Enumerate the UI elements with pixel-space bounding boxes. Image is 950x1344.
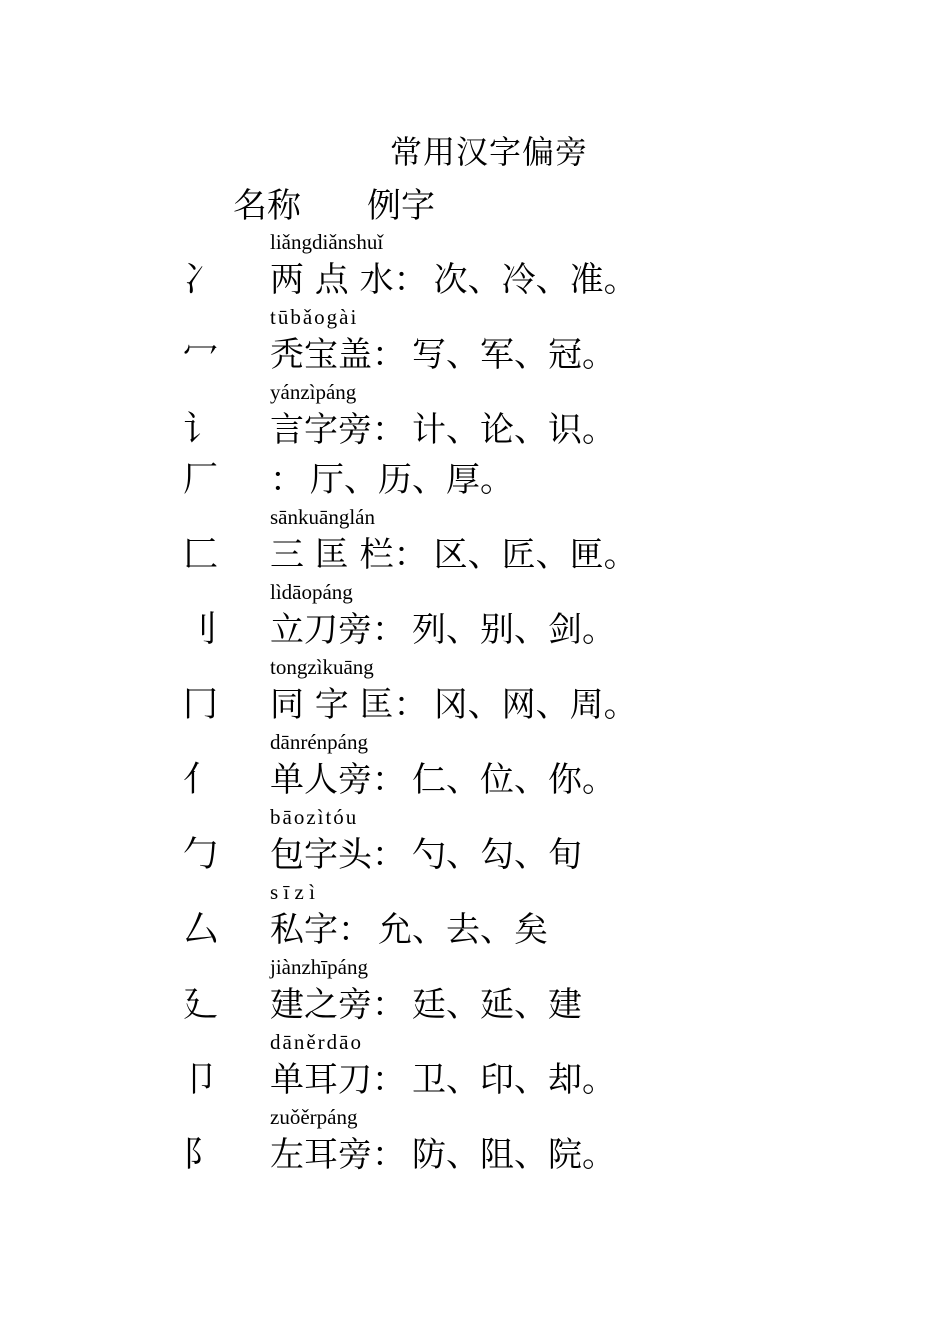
radical-name: 立刀旁: [270, 610, 372, 650]
radical-pinyin: jiànzhīpáng: [270, 955, 368, 979]
colon-separator: ：: [372, 410, 406, 450]
radical-entry: [0, 430, 950, 505]
radical-glyph: 冖: [183, 335, 219, 375]
radical-glyph: 厶: [183, 910, 219, 950]
colon-separator: ：: [372, 835, 406, 875]
radical-line: [270, 1052, 616, 1101]
radical-glyph: 厂: [183, 460, 219, 500]
radical-line: [270, 452, 514, 501]
header-examples: 例字: [367, 186, 435, 226]
radical-entry: [0, 505, 950, 580]
colon-separator: ：: [393, 685, 428, 725]
radical-glyph: 亻: [183, 760, 219, 800]
radical-name: 两 点 水: [270, 260, 394, 300]
radical-line: [270, 677, 638, 726]
radical-line: [270, 527, 638, 576]
radical-line: [270, 902, 548, 951]
radical-glyph: 廴: [183, 985, 219, 1025]
radical-examples: 计、论、识。: [412, 410, 616, 450]
radical-name: 单人旁: [270, 760, 372, 800]
radical-pinyin: tūbǎogài: [270, 305, 359, 329]
radical-line: [270, 252, 638, 301]
radical-line: [270, 752, 616, 801]
radical-name: 同 字 匡: [270, 685, 394, 725]
colon-separator: ：: [270, 460, 304, 500]
radical-examples: 冈、网、周。: [433, 685, 638, 725]
radical-entry: [0, 580, 950, 655]
radical-pinyin: s ī z ì: [270, 880, 315, 904]
radical-examples: 区、匠、匣。: [433, 535, 638, 575]
radical-pinyin: dānrénpáng: [270, 730, 368, 754]
radical-examples: 卫、印、却。: [412, 1060, 616, 1100]
radical-examples: 次、冷、准。: [433, 260, 638, 300]
radical-glyph: 讠: [183, 410, 219, 450]
radical-pinyin: zuǒěrpáng: [270, 1105, 358, 1129]
radical-glyph: 勹: [183, 835, 219, 875]
header-name: 名称: [233, 186, 301, 226]
radical-name: 言字旁: [270, 410, 372, 450]
radical-name: 左耳旁: [270, 1135, 372, 1175]
colon-separator: ：: [393, 535, 428, 575]
radical-pinyin: liǎngdiǎnshuǐ: [270, 230, 384, 254]
radical-entry: [0, 305, 950, 380]
radical-glyph: 卩: [183, 1060, 219, 1100]
colon-separator: ：: [372, 1135, 406, 1175]
radical-examples: 写、军、冠。: [412, 335, 616, 375]
radical-pinyin: bāozìtóu: [270, 805, 359, 829]
radical-name: 包字头: [270, 835, 372, 875]
colon-separator: ：: [372, 335, 406, 375]
colon-separator: ：: [372, 1060, 406, 1100]
radical-name: 三 匡 栏: [270, 535, 394, 575]
radical-line: [270, 327, 616, 376]
radical-glyph: 阝: [183, 1135, 219, 1175]
radical-name: 私字: [270, 910, 338, 950]
radical-pinyin: yánzìpáng: [270, 380, 357, 404]
page-title: 常用汉字偏旁: [390, 133, 589, 171]
radical-examples: 防、阻、院。: [412, 1135, 616, 1175]
radical-line: [270, 602, 616, 651]
radical-entry: [0, 730, 950, 805]
radical-glyph: 冫: [183, 260, 219, 300]
radical-line: [270, 1127, 616, 1176]
radical-examples: 列、别、剑。: [412, 610, 616, 650]
radical-pinyin: lìdāopáng: [270, 580, 353, 604]
radical-examples: 厅、历、厚。: [310, 460, 514, 500]
radical-entry: [0, 230, 950, 305]
radical-name: 单耳刀: [270, 1060, 372, 1100]
colon-separator: ：: [393, 260, 428, 300]
colon-separator: ：: [372, 610, 406, 650]
radical-entry: [0, 805, 950, 880]
radical-name: 秃宝盖: [270, 335, 372, 375]
radical-examples: 廷、延、建: [412, 985, 582, 1025]
radical-entry: [0, 1105, 950, 1180]
radical-examples: 允、去、矣: [378, 910, 548, 950]
colon-separator: ：: [372, 760, 406, 800]
radical-glyph: 冂: [183, 685, 219, 725]
radical-pinyin: dāněrdāo: [270, 1030, 363, 1054]
colon-separator: ：: [338, 910, 372, 950]
radical-pinyin: sānkuānglán: [270, 505, 375, 529]
radical-name: 建之旁: [270, 985, 372, 1025]
radical-examples: 勺、勾、旬: [412, 835, 582, 875]
radical-glyph: 刂: [183, 610, 219, 650]
radical-pinyin: tongzìkuāng: [270, 655, 374, 679]
radical-entry: [0, 880, 950, 955]
radical-line: [270, 977, 582, 1026]
colon-separator: ：: [372, 985, 406, 1025]
radical-examples: 仁、位、你。: [412, 760, 616, 800]
radical-entry: [0, 1030, 950, 1105]
radical-line: [270, 827, 582, 876]
radical-glyph: 匚: [183, 535, 219, 575]
radical-entry: [0, 655, 950, 730]
radical-entry: [0, 955, 950, 1030]
